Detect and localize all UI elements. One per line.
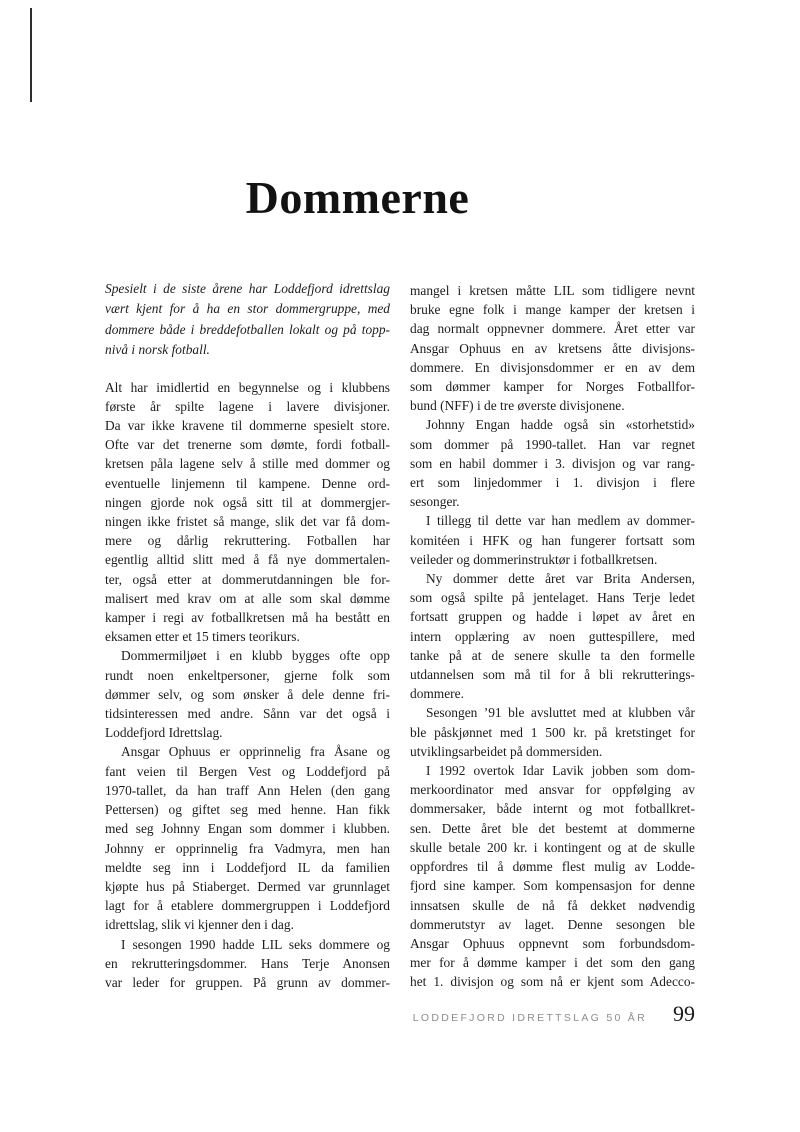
text-line: het 1. divisjon og som nå er kjent som Adecco- [410, 974, 695, 990]
text-line: dommerutstyr av laget. Denne sesongen ble [410, 916, 695, 932]
text-line: sesonger. [410, 494, 460, 510]
body-paragraph [410, 415, 695, 511]
text-line: fant veien til Bergen Vest og Loddefjord på [105, 763, 390, 779]
lead-paragraph [105, 279, 390, 361]
text-line: mere og dårlig rekruttering. Fotballen har [105, 533, 390, 549]
text-line: I tillegg til dette var han medlem av dommer- [426, 513, 695, 529]
text-line: fortsatt gruppen og hadde i løpet av året en [410, 609, 695, 625]
body-paragraph [410, 761, 695, 991]
text-line: bruke egne folk i mange kamper der kretsen i [410, 302, 695, 318]
text-line: som også spilte på jentelaget. Hans Terje ledet [410, 590, 695, 606]
text-line: dommere. En divisjonsdommer er en av dem [410, 359, 695, 375]
text-line: egentlig alltid slitt med å få nye dommertalen- [105, 552, 390, 568]
body-paragraph [105, 742, 390, 934]
text-line: Ansgar Ophuus oppnevnt som forbundsdom- [410, 935, 695, 951]
text-line: malisert med krav om at alle som skal dømme [105, 590, 390, 606]
text-line: intern opplæring av noen guttespillere, med [410, 628, 695, 644]
text-line: I 1992 overtok Idar Lavik jobben som dom- [426, 763, 695, 779]
text-line: dommere både i breddefotballen lokalt og på topp- [105, 321, 390, 337]
body-paragraph [410, 703, 695, 761]
right-column [410, 281, 695, 992]
text-line: Ny dommer dette året var Brita Andersen, [426, 571, 695, 587]
text-line: ningen ikke fristet så mange, slik det var få dom- [105, 514, 390, 530]
text-line: rundt noen enkeltpersoner, gjerne folk som [105, 667, 390, 683]
page-footer [413, 1001, 695, 1027]
text-line: veileder og dommerinstruktør i fotballkretsen. [410, 551, 658, 567]
page-edge-mark [30, 8, 32, 102]
text-line: tanke på at de senere skulle ta den formelle [410, 647, 695, 663]
text-line: oppfordres til å dømme flest mulig av Lodde- [410, 859, 695, 875]
text-line: Sesongen ’91 ble avsluttet med at klubben vår [426, 705, 695, 721]
text-line: mangel i kretsen måtte LIL som tidligere nevnt [410, 283, 695, 298]
text-line: sen. Dette året ble det bestemt at dommerne [410, 820, 695, 836]
text-line: kretsen påla lagene selv å stille med dommer og [105, 456, 390, 472]
text-line: skulle betale 200 kr. i kontingent og at de skulle [410, 839, 695, 855]
text-line: som en habil dommer i 3. divisjon og var rang- [410, 455, 695, 471]
text-line: eksamen etter et 15 timers teorikurs. [105, 629, 300, 645]
text-line: ert som linjedommer i 1. divisjon i flere [410, 475, 695, 491]
text-line: med seg Johnny Engan som dommer i klubben. [105, 821, 390, 837]
text-line: dag normalt oppnevner dommere. Året etter var [410, 321, 695, 337]
body-paragraph [105, 935, 390, 993]
text-line: kjøpte hus på Stiaberget. Dermed var grunnlaget [105, 878, 390, 894]
page-title: Dommerne [245, 172, 470, 223]
text-line: Johnny Engan hadde også sin «storhetstid» [426, 417, 695, 433]
text-line: Pettersen) og giftet seg med henne. Han fikk [105, 802, 390, 818]
text-line: merkoordinator med ansvar for oppfølging av [410, 782, 695, 798]
text-line: Ofte var det trenerne som dømte, fordi fotball- [105, 437, 390, 453]
body-paragraph [410, 281, 695, 415]
text-line: dommersaker, både internt og mot fotballkret- [410, 801, 695, 817]
body-paragraph [410, 569, 695, 703]
text-line: mer for å dømme kamper i det som den gang [410, 955, 695, 971]
body-paragraph [105, 646, 390, 742]
text-line: som dommer på 1990-tallet. Han var regnet [410, 436, 695, 452]
text-line: ter, også etter at dommerutdanningen ble for- [105, 571, 390, 587]
text-line: Loddefjord Idrettslag. [105, 725, 223, 741]
text-line: var leder for gruppen. På grunn av dommer- [105, 974, 390, 990]
left-column [105, 279, 390, 992]
text-line: Ansgar Ophuus en av kretsens åtte divisjons- [410, 340, 695, 356]
text-line: ble påskjønnet med 1 500 kr. på kretstinget for [410, 724, 695, 740]
text-line: dømmer selv, og som ønsker å dele denne fri- [105, 686, 390, 702]
text-line: bund (NFF) i de tre øverste divisjonene. [410, 398, 625, 414]
footer-book-title: LODDEFJORD IDRETTSLAG 50 ÅR [412, 1012, 647, 1024]
text-line: Alt har imidlertid en begynnelse og i klubbens [105, 379, 390, 395]
text-line: 1970-tallet, da han traff Ann Helen (den gang [105, 782, 390, 798]
text-line: Spesielt i de siste årene har Loddefjord idrettslag [105, 281, 390, 296]
text-line: eventuelle linjemenn til kampene. Denne ord- [105, 475, 390, 491]
text-line: Da var ikke kravene til dommerne spesielt store. [105, 418, 390, 434]
text-line: kamper i regi av fotballkretsen må ha bestått en [105, 610, 390, 626]
text-line: Dommermiljøet i en klubb bygges ofte opp [121, 648, 390, 664]
footer-page-number: 99 [673, 1001, 695, 1026]
text-line: idrettslag, slik vi kjenner den i dag. [105, 917, 294, 933]
text-line: utdannelsen som må til for å bli rekrutterings- [410, 667, 695, 683]
text-line: tidsinteressen med andre. Sånn var det også i [105, 706, 390, 722]
text-line: som dømmer kamper for Norges Fotballfor- [410, 379, 695, 395]
text-line: Ansgar Ophuus er opprinnelig fra Åsane og [121, 744, 390, 760]
body-paragraph [410, 511, 695, 569]
text-line: dommere. [410, 686, 464, 702]
text-line: innsatsen skulle de nå få dekket nødvendig [410, 897, 695, 913]
text-line: komitéen i HFK og han fungerer fortsatt som [410, 532, 695, 548]
text-line: ningen gjorde nok også sitt til at dommergjer- [105, 494, 390, 510]
text-line: utviklingsarbeidet på dommersiden. [410, 743, 603, 759]
text-line: en rekrutteringsdommer. Hans Terje Anonsen [105, 955, 390, 971]
text-line: fjord sine kamper. Som kompensasjon for denne [410, 878, 695, 894]
text-line: nivå i norsk fotball. [105, 342, 210, 358]
body-paragraph [105, 378, 390, 647]
text-line: meldte seg inn i Loddefjord IL da familien [105, 859, 390, 875]
text-line: Johnny er opprinnelig fra Vadmyra, men han [105, 840, 390, 856]
text-line: vært kjent for å ha en stor dommergruppe, med [105, 301, 390, 317]
text-line: første år spilte lagene i lavere divisjoner. [105, 398, 390, 414]
text-line: I sesongen 1990 hadde LIL seks dommere og [121, 936, 390, 952]
text-line: lagt for å etablere dommergruppen i Loddefjord [105, 898, 390, 914]
